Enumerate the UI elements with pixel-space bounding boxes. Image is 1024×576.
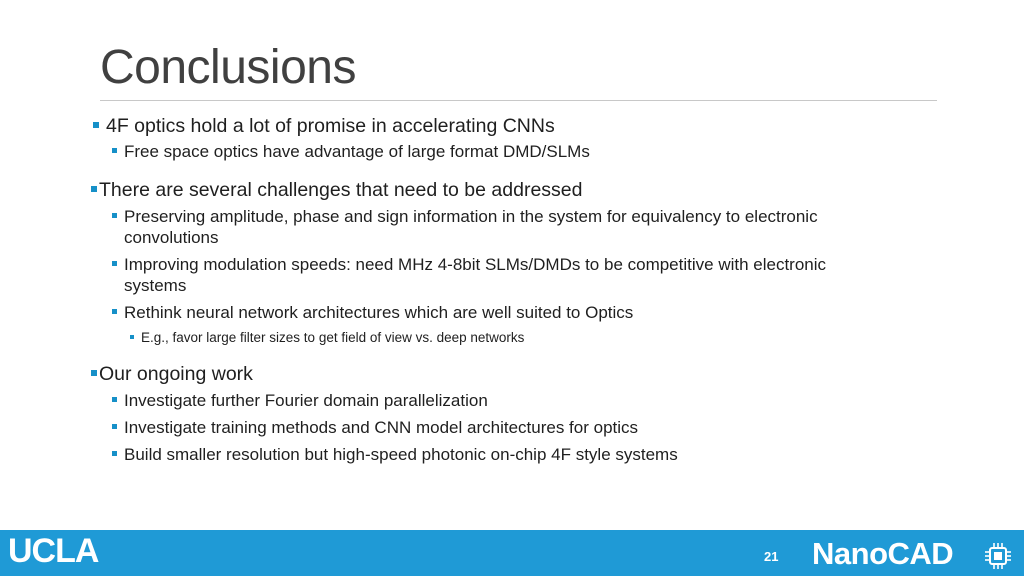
bullet-l2-continuation: systems: [124, 276, 187, 295]
bullet-l2: Rethink neural network architectures which are well suited to Optics: [124, 303, 634, 322]
bullet-l2: Preserving amplitude, phase and sign information in the system for equivalency to electronic: [124, 207, 818, 226]
square-bullet-icon: [112, 148, 117, 153]
square-bullet-icon: [112, 213, 117, 218]
bullet-l2: Improving modulation speeds: need MHz 4-8bit SLMs/DMDs to be competitive with electronic: [124, 255, 827, 274]
ucla-logo: UCLA: [8, 532, 99, 570]
bullet-l2: Investigate further Fourier domain parallelization: [124, 391, 488, 410]
bullet-l2-continuation: convolutions: [124, 228, 219, 247]
bullet-l1: 4F optics hold a lot of promise in accelerating CNNs: [106, 115, 555, 137]
bullet-l2: Free space optics have advantage of large format DMD/SLMs: [124, 142, 590, 161]
page-number: 21: [764, 549, 779, 564]
square-bullet-icon: [112, 424, 117, 429]
square-bullet-icon: [93, 122, 99, 128]
bullet-l1: There are several challenges that need to be addressed: [99, 179, 583, 201]
chip-icon: [985, 543, 1011, 569]
bullet-l2: Build smaller resolution but high-speed photonic on-chip 4F style systems: [124, 445, 678, 464]
bullet-l2: Investigate training methods and CNN model architectures for optics: [124, 418, 639, 437]
nanocad-logo: NanoCAD: [812, 536, 954, 571]
square-bullet-icon: [91, 370, 97, 376]
square-bullet-icon: [112, 261, 117, 266]
square-bullet-icon: [91, 186, 97, 192]
square-bullet-icon: [112, 397, 117, 402]
slide-title: Conclusions: [100, 41, 356, 94]
square-bullet-icon: [112, 451, 117, 456]
bullet-l3: E.g., favor large filter sizes to get field of view vs. deep networks: [141, 330, 525, 345]
square-bullet-icon: [130, 335, 134, 339]
square-bullet-icon: [112, 309, 117, 314]
bullet-l1: Our ongoing work: [99, 363, 253, 385]
